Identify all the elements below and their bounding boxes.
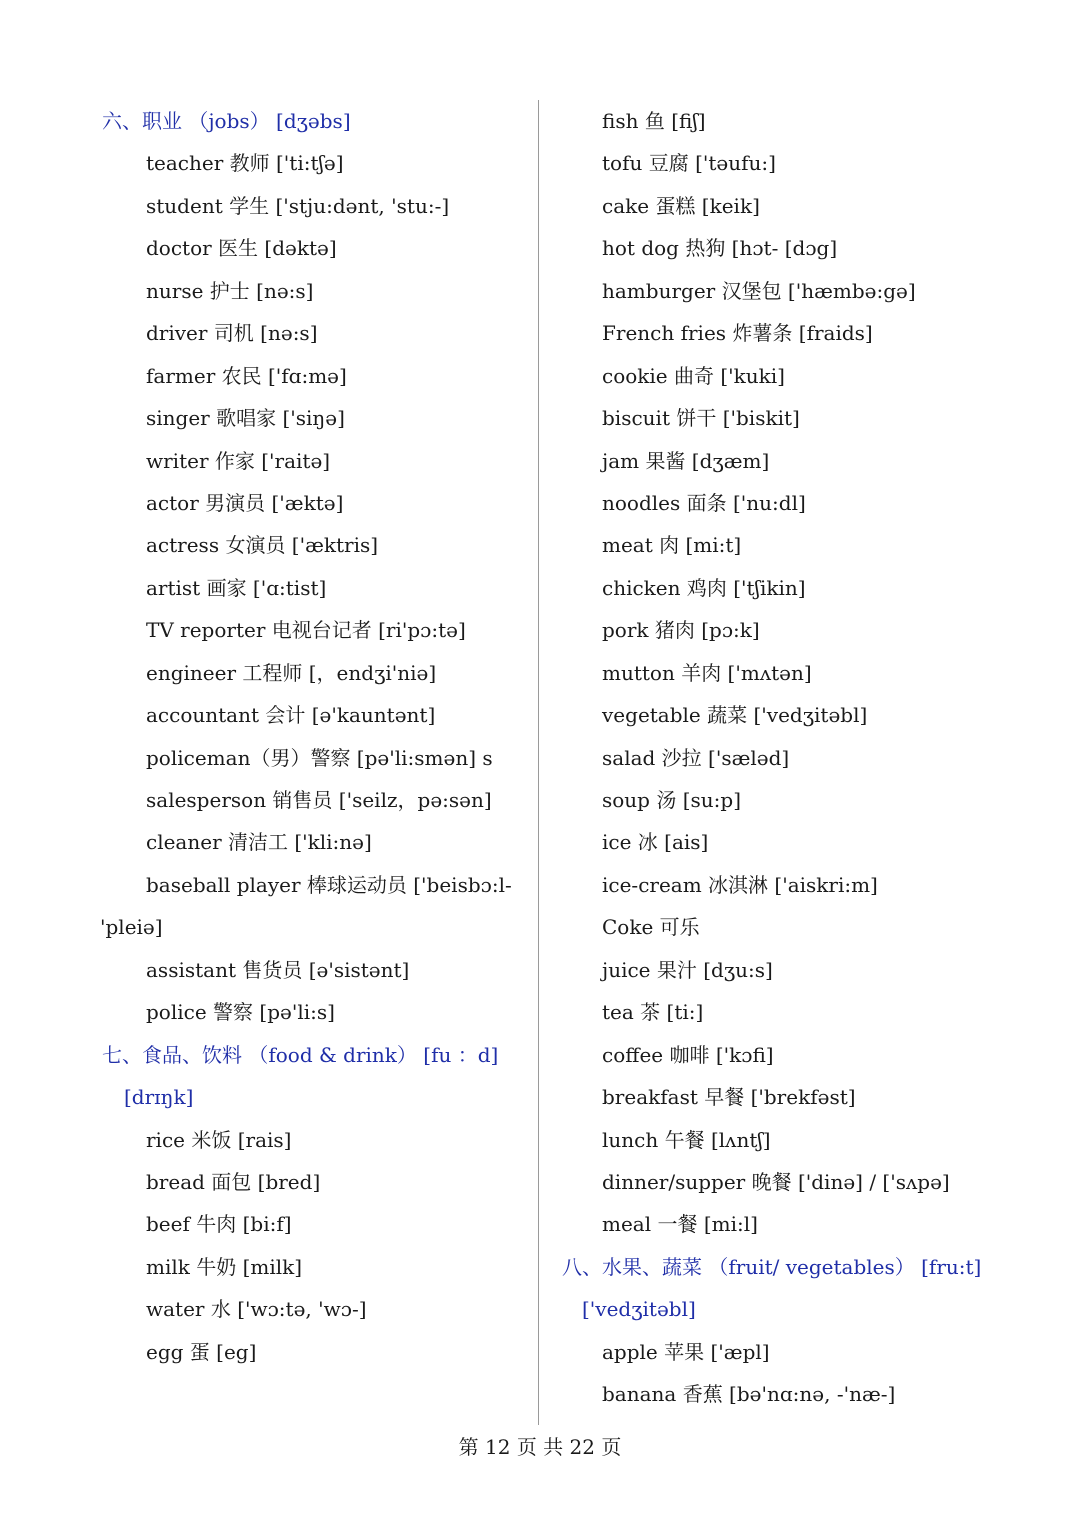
right-vocab-entry: coffee 咖啡 ['kɔfi] — [602, 1042, 774, 1067]
left-vocab-entry: student 学生 ['stju:dənt, 'stu:-] — [146, 193, 450, 218]
right-vocab-entry: banana 香蕉 [bə'nɑ:nə, -'næ-] — [602, 1382, 896, 1407]
right-vocab-entry: juice 果汁 [dʒu:s] — [602, 957, 773, 982]
right-vocab-entry: cookie 曲奇 ['kuki] — [602, 363, 785, 388]
right-section-heading: 八、水果、蔬菜 （fruit/ vegetables） [fru:t] — [562, 1254, 982, 1279]
left-vocab-entry: beef 牛肉 [bi:f] — [146, 1212, 292, 1237]
right-vocab-entry: hamburger 汉堡包 ['hæmbə:gə] — [602, 278, 916, 303]
right-vocab-entry: mutton 羊肉 ['mʌtən] — [602, 660, 812, 685]
column-divider — [538, 100, 539, 1425]
left-vocab-entry: accountant 会计 [ə'kauntənt] — [146, 703, 436, 728]
right-vocab-entry: vegetable 蔬菜 ['vedʒitəbl] — [602, 703, 868, 728]
page-footer: 第 12 页 共 22 页 — [458, 1435, 622, 1459]
left-vocab-entry: salesperson 销售员 ['seilz，pə:sən] — [146, 788, 492, 812]
right-section-heading-continued: ['vedʒitəbl] — [582, 1297, 696, 1322]
left-section-heading: 七、食品、饮料 （food & drink） [fu ：d] — [102, 1042, 499, 1067]
right-vocab-entry: jam 果酱 [dʒæm] — [602, 448, 770, 473]
left-vocab-entry: rice 米饭 [rais] — [146, 1127, 292, 1152]
left-vocab-entry: engineer 工程师 [，endʒi'niə] — [146, 660, 437, 685]
right-vocab-entry: French fries 炸薯条 [fraids] — [602, 321, 873, 346]
right-vocab-entry: ice-cream 冰淇淋 ['aiskri:m] — [602, 872, 878, 897]
right-vocab-entry: noodles 面条 ['nu:dl] — [602, 490, 806, 515]
left-vocab-entry: baseball player 棒球运动员 ['beisbɔ:l- — [146, 872, 512, 897]
right-vocab-entry: dinner/supper 晚餐 ['dinə] / ['sʌpə] — [602, 1169, 950, 1194]
left-vocab-entry: egg 蛋 [eg] — [146, 1339, 257, 1364]
right-vocab-entry: breakfast 早餐 ['brekfəst] — [602, 1085, 856, 1110]
right-vocab-entry: meat 肉 [mi:t] — [602, 533, 742, 558]
left-vocab-entry: milk 牛奶 [milk] — [146, 1254, 303, 1279]
left-vocab-entry: policeman（男）警察 [pə'li:smən] s — [146, 745, 493, 770]
left-vocab-entry: TV reporter 电视台记者 [ri'pɔ:tə] — [146, 618, 466, 643]
right-vocab-entry: salad 沙拉 ['sæləd] — [602, 745, 790, 770]
left-vocab-entry: bread 面包 [bred] — [146, 1169, 321, 1194]
right-vocab-entry: fish 鱼 [fiʃ] — [602, 109, 706, 133]
left-vocab-entry: farmer 农民 ['fɑ:mə] — [146, 363, 347, 388]
left-section-heading-continued: [drɪŋk] — [124, 1085, 194, 1110]
right-column — [560, 100, 1000, 1416]
right-vocab-entry: chicken 鸡肉 ['tʃikin] — [602, 575, 806, 600]
left-vocab-entry: doctor 医生 [dəktə] — [146, 236, 337, 261]
right-vocab-entry: cake 蛋糕 [keik] — [602, 193, 760, 218]
right-vocab-entry: tea 茶 [ti:] — [602, 1000, 704, 1025]
right-vocab-entry: Coke 可乐 — [602, 915, 700, 940]
left-vocab-entry: police 警察 [pə'li:s] — [146, 1000, 335, 1025]
right-vocab-entry: pork 猪肉 [pɔ:k] — [602, 618, 760, 643]
left-vocab-entry: singer 歌唱家 ['siŋə] — [146, 406, 345, 431]
right-vocab-entry: biscuit 饼干 ['biskit] — [602, 406, 800, 431]
left-vocab-entry: cleaner 清洁工 ['kli:nə] — [146, 830, 372, 855]
left-vocab-entry: driver 司机 [nə:s] — [146, 321, 318, 346]
right-vocab-entry: meal 一餐 [mi:l] — [602, 1212, 758, 1237]
left-section-heading: 六、职业 （jobs） [dʒəbs] — [102, 109, 351, 133]
right-vocab-entry: apple 苹果 ['æpl] — [602, 1339, 770, 1364]
right-vocab-entry: tofu 豆腐 ['təufu:] — [602, 151, 776, 176]
left-vocab-entry: water 水 ['wɔ:tə, 'wɔ-] — [146, 1297, 367, 1322]
left-vocab-entry: actor 男演员 ['æktə] — [146, 490, 344, 515]
right-vocab-entry: lunch 午餐 [lʌntʃ] — [602, 1127, 771, 1152]
left-vocab-entry-continued: 'pleiə] — [100, 915, 163, 940]
left-vocab-entry: writer 作家 ['raitə] — [146, 448, 331, 473]
left-vocab-entry: artist 画家 ['ɑ:tist] — [146, 575, 327, 600]
left-vocab-entry: actress 女演员 ['æktris] — [146, 533, 379, 558]
left-column — [100, 100, 530, 1373]
left-vocab-entry: teacher 教师 ['ti:tʃə] — [146, 151, 344, 176]
right-vocab-entry: hot dog 热狗 [hɔt- [dɔg] — [602, 236, 838, 261]
left-vocab-entry: assistant 售货员 [ə'sistənt] — [146, 957, 410, 982]
right-vocab-entry: soup 汤 [su:p] — [602, 788, 741, 812]
right-vocab-entry: ice 冰 [ais] — [602, 830, 709, 855]
left-vocab-entry: nurse 护士 [nə:s] — [146, 278, 314, 303]
